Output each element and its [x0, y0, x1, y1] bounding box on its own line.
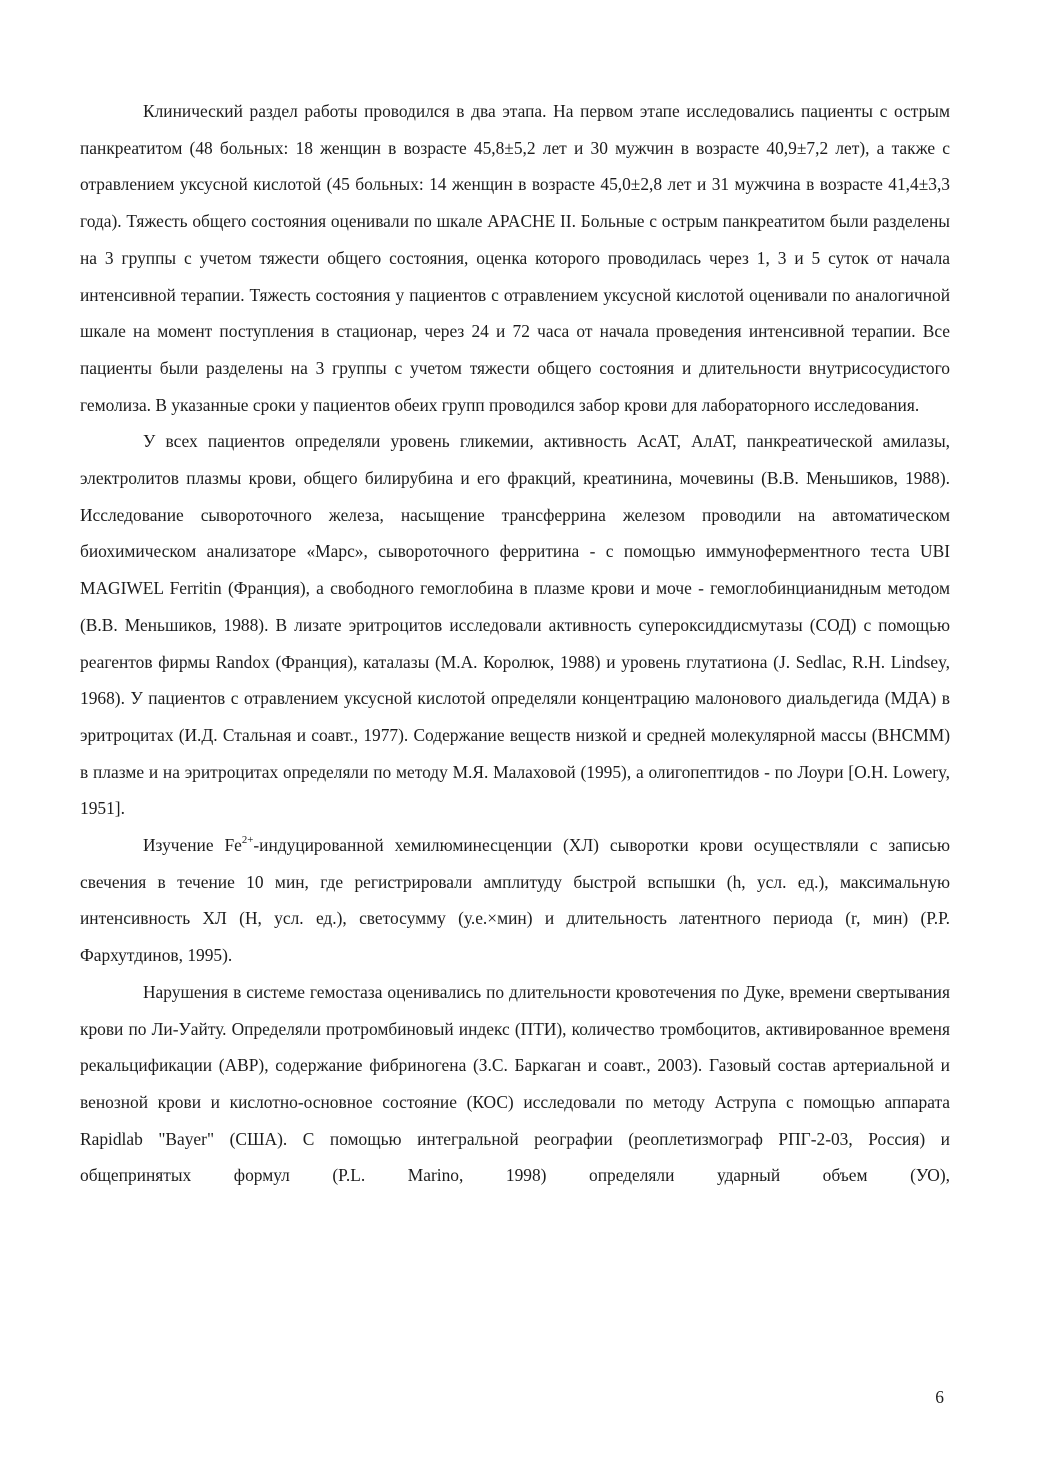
- chemiluminescence-text-start: Изучение Fe: [143, 835, 242, 856]
- page-number: 6: [935, 1387, 944, 1407]
- chemiluminescence-text-rest: -индуцированной хемилюминесценции (ХЛ) сыворотки крови осуществляли с записью свечения в течение 10 мин, где регистрировали амплитуду быстрой вспышки (h, усл. ед.), максимальную интенсивность ХЛ (H, усл. ед.), светосумму (у.е.×мин) и длительность латентного периода (r, мин) (Р.Р. Фархутдинов, 1995).: [80, 835, 950, 966]
- paragraph-hemostasis: Нарушения в системе гемостаза оценивались по длительности кровотечения по Дуке, времени свертывания крови по Ли-Уайту. Определяли протромбиновый индекс (ПТИ), количество тромбоцитов, активированное временя рекальцификации (АВР), содержание фибриногена (З.С. Баркаган и соавт., 2003). Газовый состав артериальной и венозной крови и кислотно-основное состояние (КОС) исследовали по методу Аструпа с помощью аппарата Rapidlab "Bayer" (США). С помощью интегральной реографии (реоплетизмограф РПГ-2-03, Россия) и общепринятых формул (P.L. Marino, 1998) определяли ударный объем (УО),: [80, 981, 950, 1186]
- iron-charge-superscript: 2+: [241, 833, 254, 846]
- paragraph-chemiluminescence: [80, 827, 950, 974]
- paragraph-clinical-section: Клинический раздел работы проводился в два этапа. На первом этапе исследовались пациенты с острым панкреатитом (48 больных: 18 женщин в возрасте 45,8±5,2 лет и 30 мужчин в возрасте 40,9±7,2 лет), а также с отравлением уксусной кислотой (45 больных: 14 женщин в возрасте 45,0±2,8 лет и 31 мужчина в возрасте 41,4±3,3 года). Тяжесть общего состояния оценивали по шкале APACHE II. Больные с острым панкреатитом были разделены на 3 группы с учетом тяжести общего состояния, оценка которого проводилась через 1, 3 и 5 суток от начала интенсивной терапии. Тяжесть состояния у пациентов с отравлением уксусной кислотой оценивали по аналогичной шкале на момент поступления в стационар, через 24 и 72 часа от начала проведения интенсивной терапии. Все пациенты были разделены на 3 группы с учетом тяжести общего состояния и длительности внутрисосудистого гемолиза. В указанные сроки у пациентов обеих групп проводился забор крови для лабораторного исследования.: [80, 101, 950, 415]
- paragraph-lab-methods: У всех пациентов определяли уровень гликемии, активность АсАТ, АлАТ, панкреатической амилазы, электролитов плазмы крови, общего билирубина и его фракций, креатинина, мочевины (В.В. Меньшиков, 1988). Исследование сывороточного железа, насыщение трансферрина железом проводили на автоматическом биохимическом анализаторе «Марс», сывороточного ферритина - с помощью иммуноферментного теста UBI MAGIWEL Ferritin (Франция), а свободного гемоглобина в плазме крови и моче - гемоглобинцианидным методом (В.В. Меньшиков, 1988). В лизате эритроцитов исследовали активность супероксиддисмутазы (СОД) с помощью реагентов фирмы Randox (Франция), каталазы (М.А. Королюк, 1988) и уровень глутатиона (J. Sedlac, R.H. Lindsey, 1968). У пациентов с отравлением уксусной кислотой определяли концентрацию малонового диальдегида (МДА) в эритроцитах (И.Д. Стальная и соавт., 1977). Содержание веществ низкой и средней молекулярной массы (ВНСММ) в плазме и на эритроцитах определяли по методу М.Я. Малаховой (1995), а олигопептидов - по Лоури [O.H. Lowery, 1951].: [80, 431, 950, 819]
- document-body: [80, 93, 950, 1194]
